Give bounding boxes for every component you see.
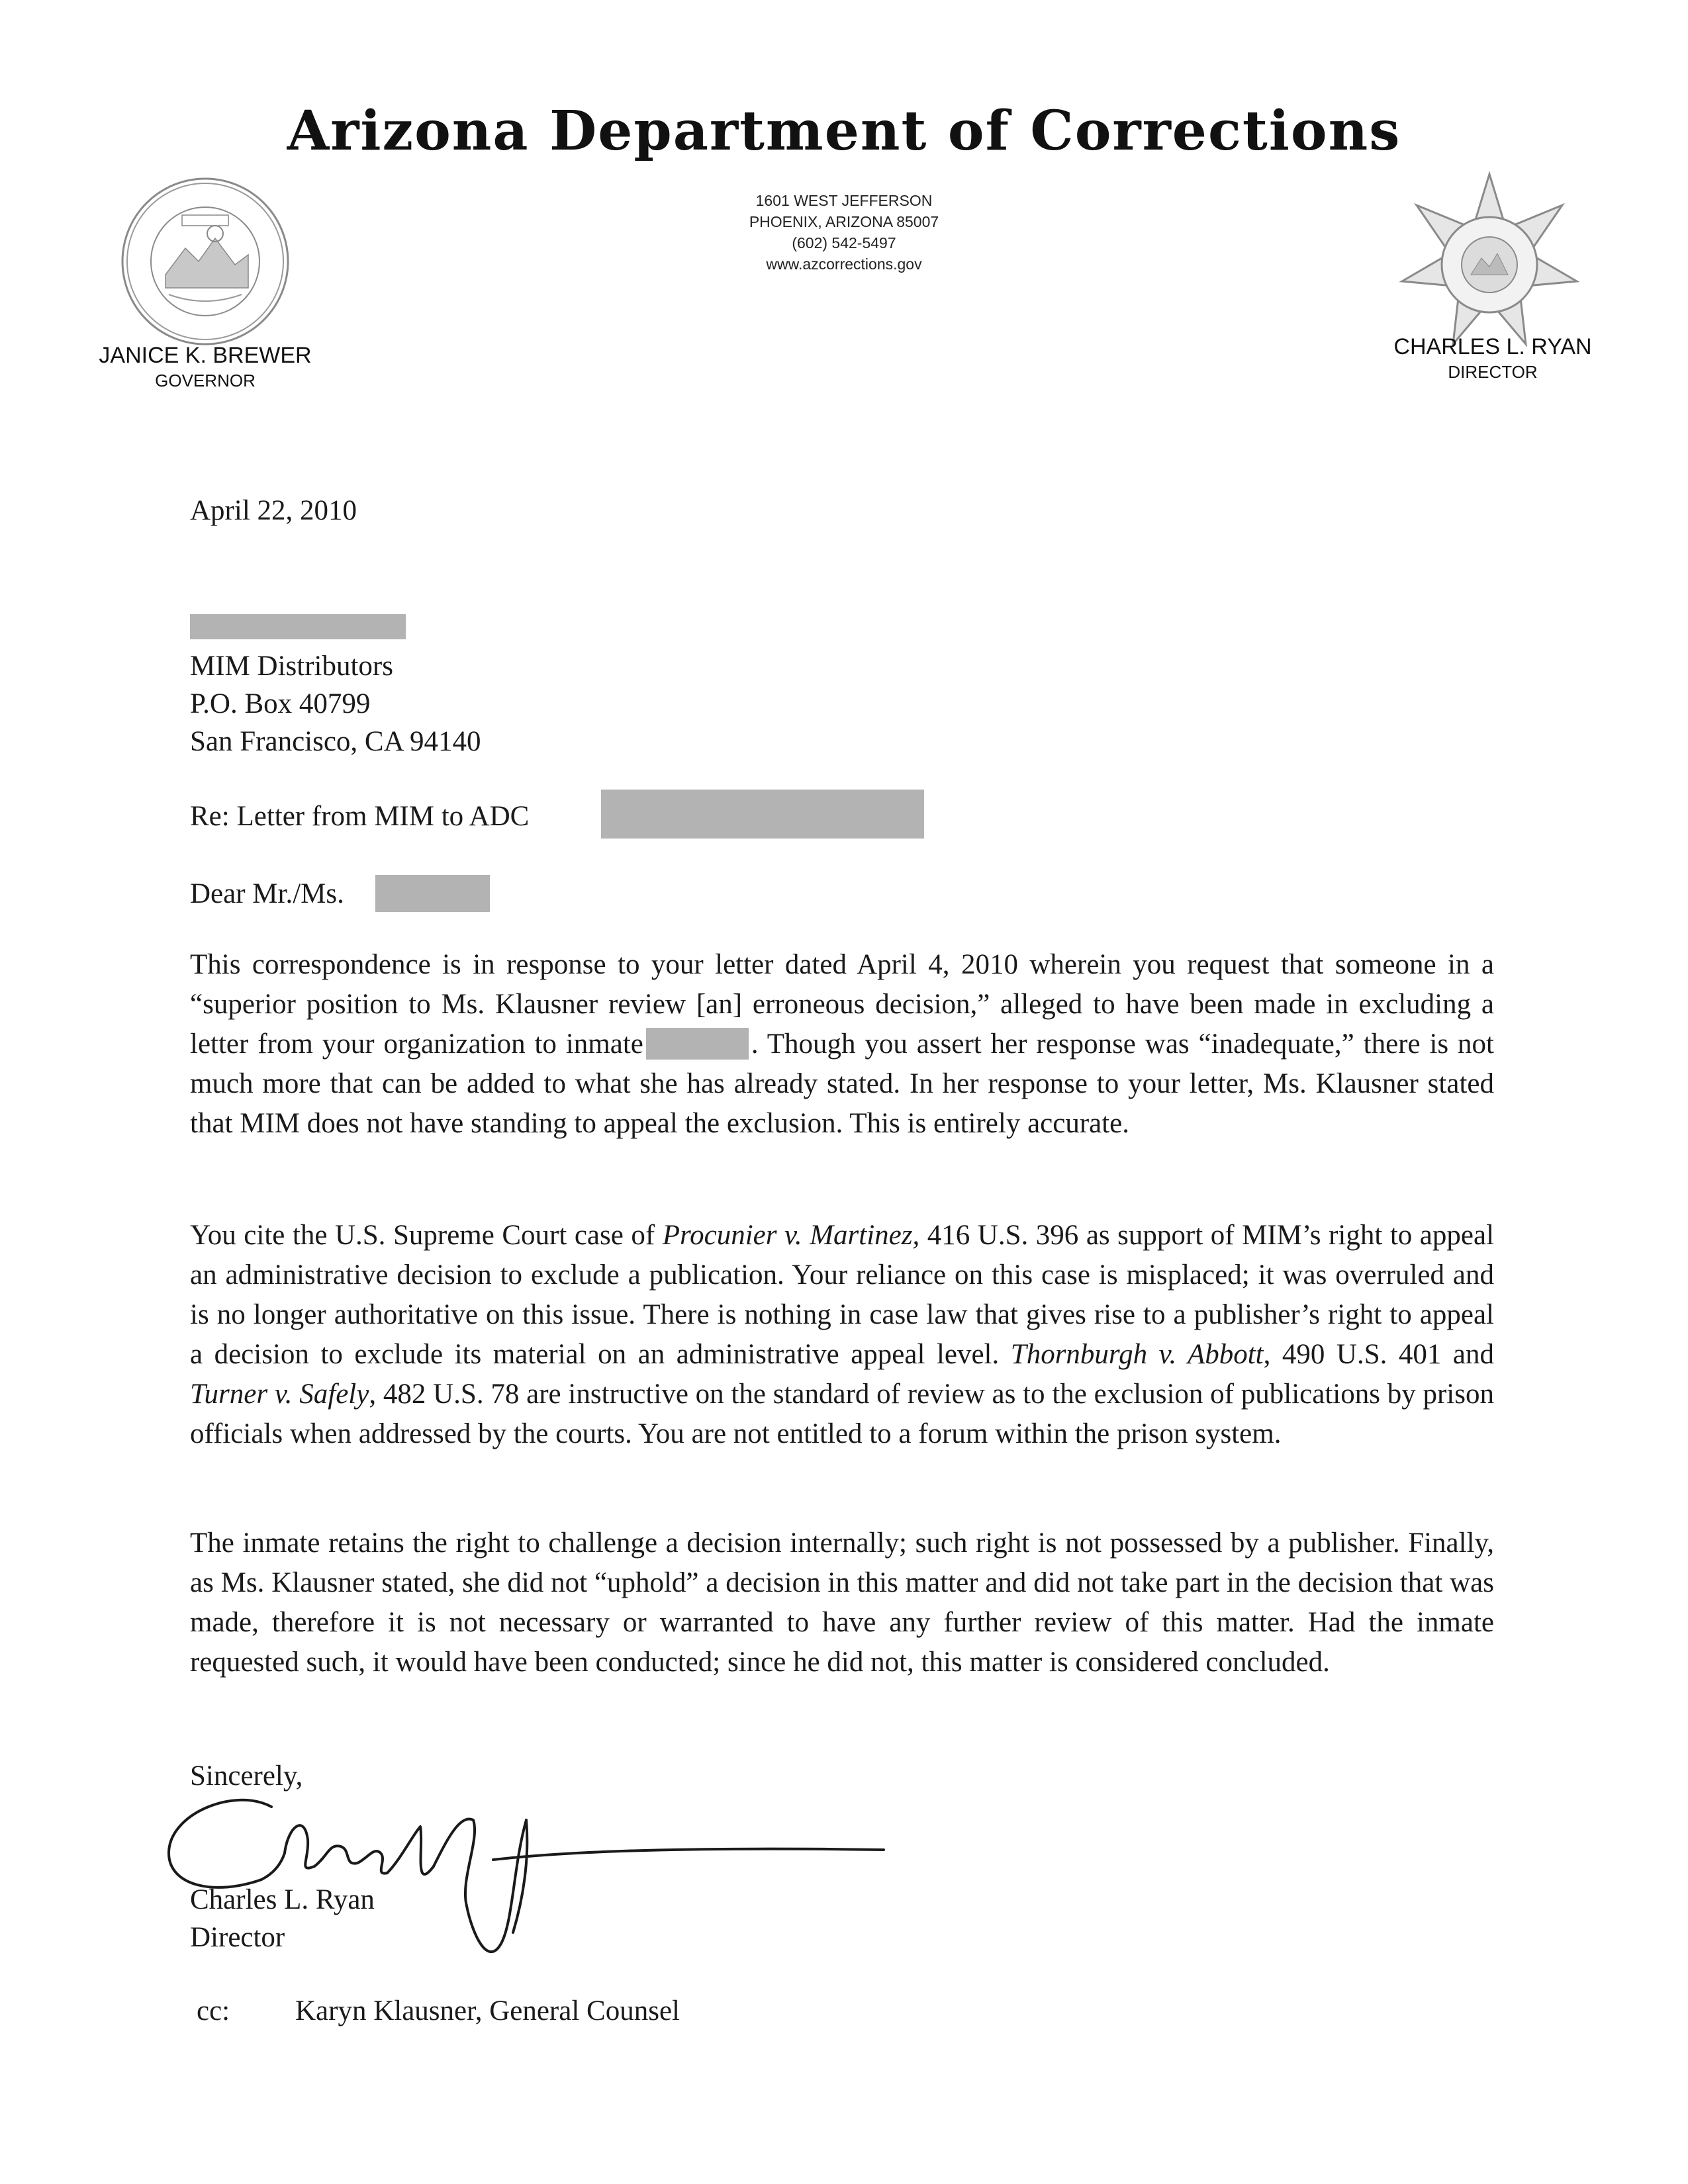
- cc-label: cc:: [197, 1995, 230, 2026]
- paragraph-1-part-2: . Though you assert her response was “inadequate,” there is not much more that can be added to what she has already stated. In her response to your letter, Ms. Klausner stated that MIM does not have standing to appeal the exclusion. This is entirely accurate.: [190, 1028, 1494, 1139]
- director-title: DIRECTOR: [1448, 362, 1538, 382]
- paragraph-1: [190, 945, 1494, 1144]
- paragraph-2-text-3: , 490 U.S. 401 and: [1263, 1339, 1494, 1370]
- paragraph-2-text-4: , 482 U.S. 78 are instructive on the standard of review as to the exclusion of publications by prison officials when addressed by the courts. You are not entitled to a forum within the prison system.: [190, 1379, 1494, 1449]
- address-line-2: PHOENIX, ARIZONA 85007: [749, 213, 939, 230]
- governor-name: JANICE K. BREWER: [99, 343, 312, 368]
- director-name: CHARLES L. RYAN: [1393, 334, 1592, 359]
- governor-title: GOVERNOR: [155, 371, 256, 390]
- recipient-address-1: P.O. Box 40799: [190, 688, 371, 719]
- redacted-recipient-name: [190, 614, 406, 639]
- salutation: Dear Mr./Ms.: [190, 878, 344, 909]
- redacted-inmate-name: [646, 1028, 749, 1060]
- signer-name: Charles L. Ryan: [190, 1884, 375, 1915]
- paragraph-2-text-2: 416 U.S. 396 as support of MIM’s right to appeal an administrative decision to exclude a publication. Your reliance on this case is misplaced; it was overruled and is no longer authoritative on this issue. There is nothing in case law that gives rise to a publisher’s right to appeal a decision to exclude its material on an administrative appeal level.: [190, 1220, 1495, 1370]
- case-citation-procunier: Procunier v. Martinez,: [662, 1220, 920, 1251]
- recipient-org: MIM Distributors: [190, 651, 393, 682]
- cc-value: Karyn Klausner, General Counsel: [295, 1995, 680, 2026]
- corrections-badge-icon: [1397, 169, 1582, 354]
- case-citation-thornburgh: Thornburgh v. Abbott: [1010, 1339, 1264, 1370]
- case-citation-turner: Turner v. Safely: [190, 1379, 369, 1410]
- recipient-address-2: San Francisco, CA 94140: [190, 726, 481, 757]
- redacted-salutation-name: [375, 875, 490, 912]
- website: www.azcorrections.gov: [766, 255, 922, 273]
- state-seal-icon: [119, 175, 291, 347]
- paragraph-3: The inmate retains the right to challenge a decision internally; such right is not possessed by a publisher. Finally, as Ms. Klausner stated, she did not “uphold” a decision in this matter and did not take part in the decision that was made, therefore it is not necessary or warranted to have any further review of this matter. Had the inmate requested such, it would have been conducted; since he did not, this matter is considered concluded.: [190, 1527, 1494, 1678]
- redacted-subject: [601, 790, 924, 839]
- address-line-1: 1601 WEST JEFFERSON: [755, 192, 933, 209]
- re-line: Re: Letter from MIM to ADC: [190, 801, 530, 832]
- agency-name: Arizona Department of Corrections: [287, 99, 1401, 163]
- signer-title: Director: [190, 1922, 285, 1953]
- paragraph-2: [190, 1216, 1494, 1454]
- letter-date: April 22, 2010: [190, 495, 357, 526]
- phone-number: (602) 542-5497: [792, 234, 896, 251]
- paragraph-2-text-1: You cite the U.S. Supreme Court case of: [190, 1220, 663, 1251]
- paragraph-1-part-1: This correspondence is in response to your letter dated April 4, 2010 wherein you request that someone in a “superior position to Ms. Klausner review [an] erroneous decision,” alleged to have been made in excluding a letter from your organization to inmate: [190, 949, 1494, 1060]
- closing: Sincerely,: [190, 1760, 303, 1792]
